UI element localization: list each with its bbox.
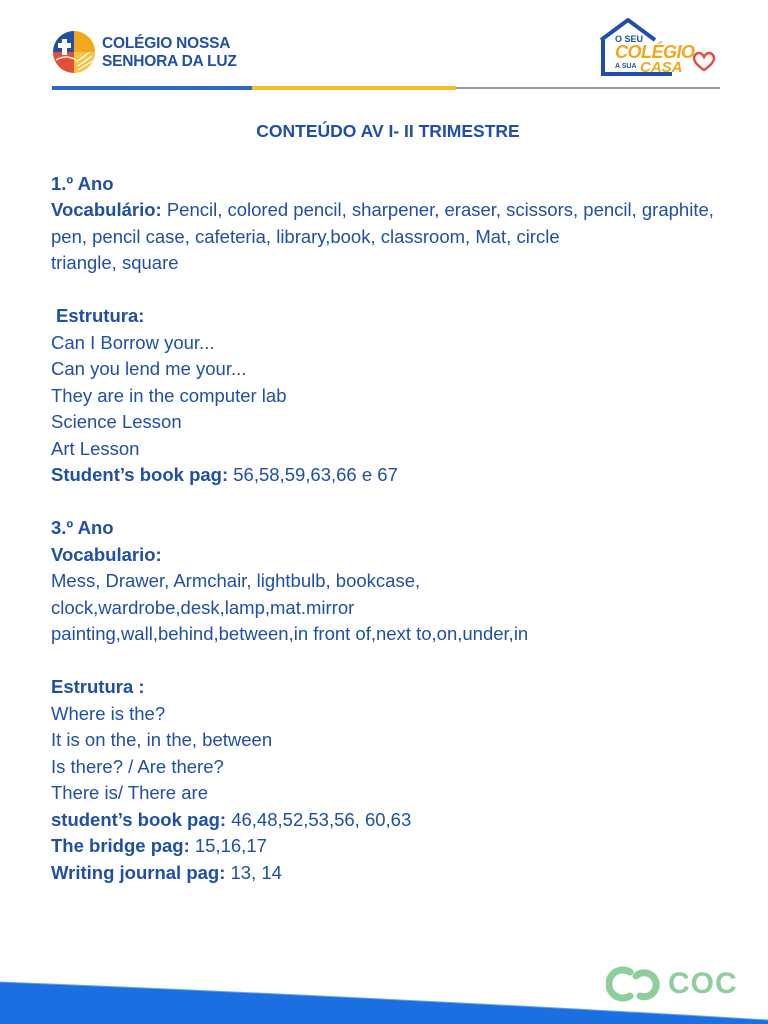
grade1-vocab-label: Vocabulário: <box>51 199 162 220</box>
grade1-section <box>51 171 721 489</box>
grade3-vocab-label: Vocabulario: <box>51 543 162 565</box>
campaign-logo <box>598 16 720 82</box>
grade3-section <box>51 515 721 886</box>
document-title: CONTEÚDO AV I- II TRIMESTRE <box>256 121 520 141</box>
grade3-book-pages <box>51 807 721 834</box>
grade3-vocab-line: painting,wall,behind,between,in front of,next to,on,under,in <box>51 623 529 644</box>
document-body <box>51 118 721 886</box>
header-rule-blue <box>52 86 252 90</box>
grade3-bridge-pages <box>51 833 721 860</box>
coc-mark-icon <box>606 964 666 1004</box>
header-rule-gray <box>456 87 720 89</box>
grade3-structure-label: Estrutura : <box>51 676 145 697</box>
header-rule-yellow <box>252 86 456 90</box>
grade3-vocab-line: clock,wardrobe,desk,lamp,mat.mirror <box>51 596 355 618</box>
grade1-book-label: Student’s book pag: <box>51 464 229 485</box>
campaign-line3a: A SUA <box>615 63 637 70</box>
grade3-structure-line: Is there? / Are there? <box>51 755 224 777</box>
grade3-journal-values: 13, 14 <box>225 861 282 883</box>
grade1-structure-label: Estrutura: <box>56 305 145 326</box>
grade1-structure-line: They are in the computer lab <box>51 384 287 406</box>
campaign-line3b: CASA <box>640 59 683 76</box>
grade3-structure-line: There is/ There are <box>51 782 208 803</box>
grade1-structure-line: Can you lend me your... <box>51 358 247 379</box>
grade3-bridge-values: 15,16,17 <box>189 835 267 856</box>
grade3-bridge-label: The bridge pag: <box>51 835 190 856</box>
grade1-vocab-line2: triangle, square <box>51 252 179 273</box>
coc-brand-text: COC <box>668 967 738 1000</box>
school-name-line1: COLÉGIO NOSSA <box>102 35 231 52</box>
grade1-vocabulary <box>51 197 721 250</box>
page-header <box>0 0 768 100</box>
coc-logo <box>606 964 746 1004</box>
grade3-structure-line: It is on the, in the, between <box>51 729 273 750</box>
grade3-journal-label: Writing journal pag: <box>51 861 226 883</box>
grade1-vocab-text: Pencil, colored pencil, sharpener, eraser, scissors, pencil, graphite, pen, pencil case, cafeteria, library,book, classroom, Mat, circle <box>51 199 714 247</box>
grade3-vocab-line: Mess, Drawer, Armchair, lightbulb, bookcase, <box>51 570 421 591</box>
grade1-heading: 1.º Ano <box>51 172 114 194</box>
school-name-line2: SENHORA DA LUZ <box>102 53 237 70</box>
grade1-book-values: 56,58,59,63,66 e 67 <box>228 464 398 485</box>
grade3-book-label: student’s book pag: <box>51 808 227 830</box>
grade1-structure-line: Can I Borrow your... <box>51 331 215 353</box>
school-name <box>102 35 272 71</box>
grade1-book-pages <box>51 462 721 489</box>
grade3-structure-line: Where is the? <box>51 702 166 724</box>
grade3-journal-pages <box>51 860 721 887</box>
grade1-structure-line: Science Lesson <box>51 411 182 432</box>
campaign-line1: O SEU <box>615 34 644 44</box>
school-logo <box>52 28 262 76</box>
school-crest-icon <box>52 30 96 74</box>
grade1-structure-line: Art Lesson <box>51 437 140 459</box>
grade3-heading: 3.º Ano <box>51 517 114 538</box>
grade3-book-values: 46,48,52,53,56, 60,63 <box>226 808 412 830</box>
campaign-line2: COLÉGIO <box>615 42 695 62</box>
